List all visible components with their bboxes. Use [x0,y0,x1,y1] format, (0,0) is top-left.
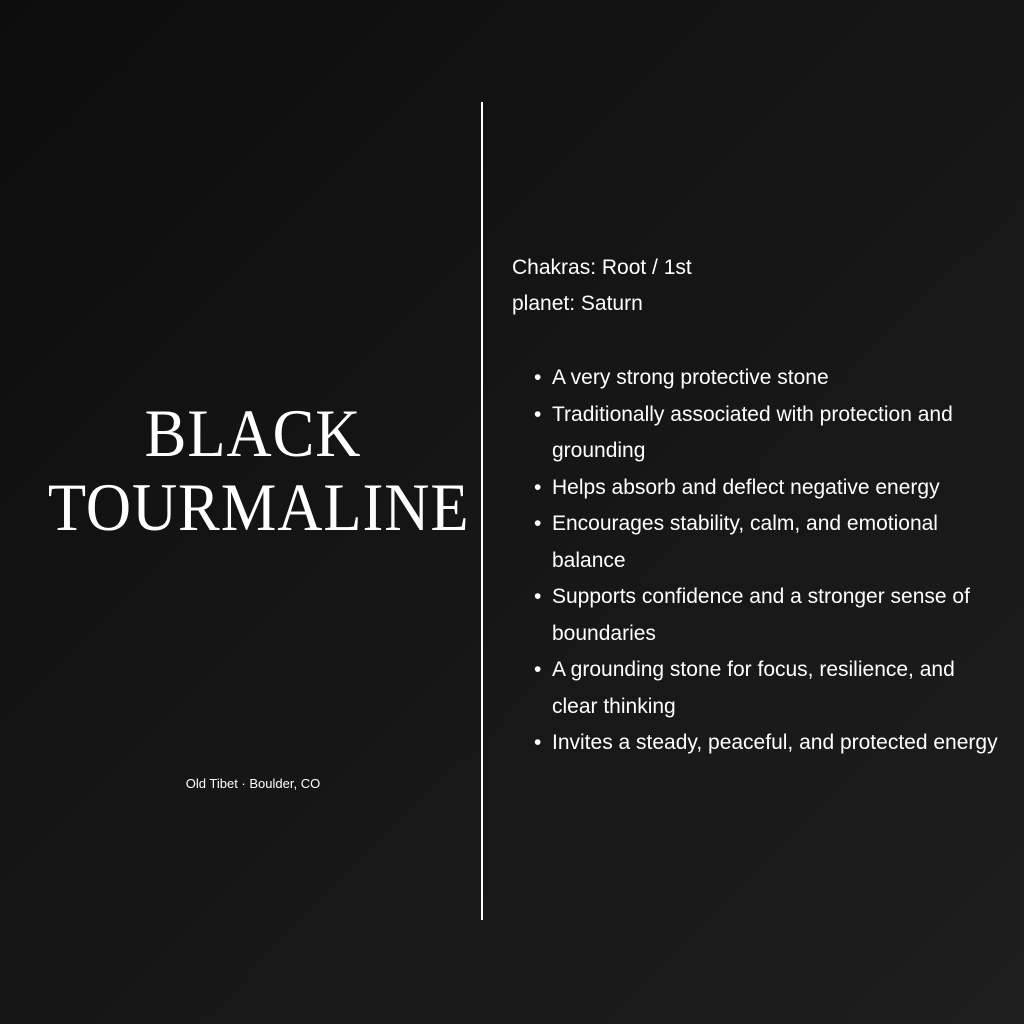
stone-title [30,396,476,544]
benefit-text: Encourages stability, calm, and emotional balance [552,512,938,572]
title-line-2: TOURMALINE [47,469,470,545]
benefit-text: Traditionally associated with protection and grounding [552,402,953,462]
benefit-text: A very strong protective stone [552,366,829,389]
location-label: Old Tibet · Boulder, CO [185,776,321,791]
benefit-text: Supports confidence and a stronger sense of boundaries [552,585,970,645]
benefit-item [512,360,1002,397]
bullet-icon: • [534,658,542,681]
title-line-1: BLACK [144,395,362,471]
bullet-icon: • [534,585,542,608]
benefits-list [512,360,1002,762]
bullet-icon: • [534,731,542,754]
benefit-item [512,652,1002,725]
benefit-item [512,725,1002,762]
bullet-icon: • [534,402,542,426]
bullet-icon: • [534,475,542,499]
benefit-item [512,397,1002,470]
stone-details [512,250,1002,762]
bullet-icon: • [534,366,542,389]
bullet-icon: • [534,512,542,535]
benefit-item [512,579,1002,652]
vertical-divider [481,102,483,920]
chakras-text: Chakras: Root / 1st [512,256,692,279]
benefit-text: Helps absorb and deflect negative energy [552,475,940,499]
benefit-text: A grounding stone for focus, resilience, and clear thinking [552,658,955,718]
benefit-text: Invites a steady, peaceful, and protected energy [552,731,998,754]
benefit-item [512,506,1002,579]
benefit-item [512,470,1002,507]
planet-text: planet: Saturn [512,292,643,315]
